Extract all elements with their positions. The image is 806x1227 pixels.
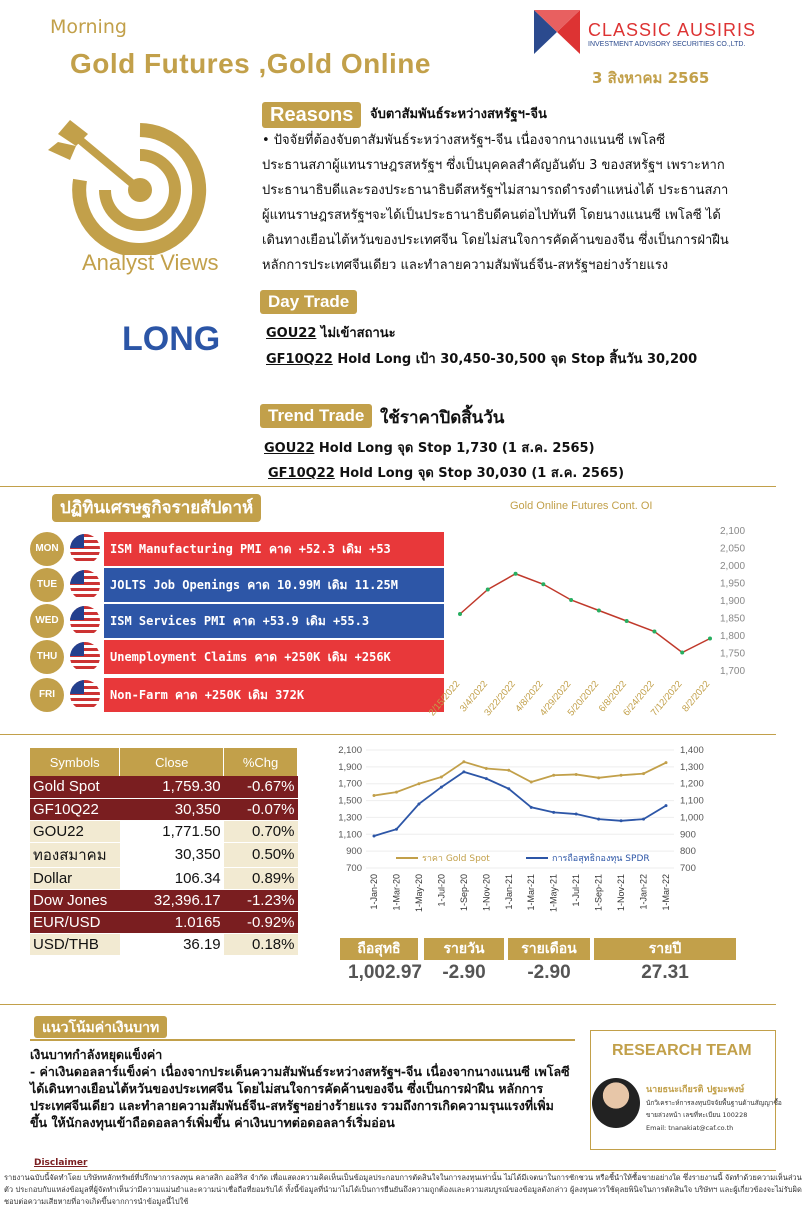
oi-y-tick-label: 2,050 [720, 543, 746, 555]
gold-spdr-point [575, 773, 578, 776]
oi-data-point [569, 598, 573, 602]
calendar-row-wed [30, 604, 416, 638]
oi-data-point [680, 651, 684, 655]
disclaimer-text: รายงานฉบับนี้จัดทำโดย บริษัทหลักทรัพย์ที่ปรึกษาการลงทุน คลาสสิก ออสิริส จำกัด เพื่อแสดงความคิดเห็นเป็นข้อมูลประกอบการตัดสินใจในการลงทุนเท่านั้น ไม่ได้มีเจตนาในการชักชวน หรือชี้นำให้ซื้อขายอย่างใด ซึ่งรายงานนี้ จัดทำด้วยความเห็นส่วนตัว ประกอบกับแหล่งข้อมูลที่ผู้จัดทำเห็นว่ามีความแม่นยำและความน่าเชื่อถือที่ยอมรับได้ ทั้งนี้ข้อมูลที่นำมาไม่ได้เป็นการยืนยันถึงความถูกต้องและความสมบูรณ์ของข้อมูลดังกล่าว ผู้ลงทุนควรใช้ดุลยพินิจในการตัดสินใจ บริษัทฯ และผู้เกี่ยวข้องจะไม่รับผิดชอบต่อความเสียหายที่อาจเกิดขึ้นจากการนำข้อมูลนี้ไปใช้ [4, 1173, 802, 1206]
gold-spdr-point [440, 786, 443, 789]
analyst-view-value: LONG [122, 320, 221, 358]
trend-trade-headline: ใช้ราคาปิดสิ้นวัน [380, 408, 505, 428]
table-row [30, 933, 298, 955]
table-row [30, 889, 298, 911]
gold-spdr-point [620, 819, 623, 822]
calendar-row-mon [30, 532, 416, 566]
table-row [30, 867, 298, 889]
gold-spdr-y-right-tick: 1,200 [680, 778, 704, 790]
price-close: 30,350 [120, 842, 224, 867]
gold-spdr-x-tick: 1-May-20 [413, 874, 424, 913]
gold-spdr-y-left-tick: 900 [346, 846, 362, 858]
us-flag-icon [70, 606, 100, 636]
calendar-event-mon: ISM Manufacturing PMI คาด +52.3 เดิม +53 [104, 532, 444, 566]
day-trade-item-2 [266, 348, 697, 369]
gold-spdr-x-tick: 1-Mar-21 [526, 874, 537, 911]
price-chg: 0.18% [224, 933, 298, 955]
price-close: 30,350 [120, 798, 224, 820]
reasons-line-3: ประธานาธิบดีและรองประธานาธิบดีสหรัฐฯไม่สามารถดำรงตำแหน่งได้ ประธานสภา [262, 183, 729, 198]
price-symbol: Dollar [30, 867, 120, 889]
oi-x-tick-label: 3/22/2022 [482, 678, 518, 719]
spdr-value-daily: -2.90 [442, 962, 486, 983]
company-logo-mark [534, 10, 580, 54]
gold-spdr-y-left-tick: 1,500 [338, 795, 362, 807]
gold-spdr-x-tick: 1-May-21 [548, 874, 559, 913]
gold-spdr-point [642, 772, 645, 775]
price-close: 36.19 [120, 933, 224, 955]
analyst-email: Email: tnanakiat@caf.co.th [646, 1124, 734, 1132]
price-chg: 0.89% [224, 867, 298, 889]
analyst-avatar [592, 1078, 640, 1128]
gold-spdr-x-tick: 1-Nov-20 [481, 874, 492, 912]
divider-bottom [0, 1004, 776, 1005]
oi-x-tick-label: 4/8/2022 [513, 678, 546, 715]
gold-spdr-y-left-tick: 1,300 [338, 812, 362, 824]
reasons-line-6: หลักการประเทศจีนเดียว และทำลายความสัมพันธ์จีน-สหรัฐฯอย่างร้ายแรง [262, 258, 669, 273]
trend-trade-symbol-1: GOU22 [264, 441, 315, 456]
gold-spdr-point [530, 806, 533, 809]
gold-spdr-x-tick: 1-Mar-20 [391, 874, 402, 911]
analyst-views-label: Analyst Views [82, 250, 219, 275]
gold-spdr-point [395, 791, 398, 794]
gold-spdr-y-right-tick: 1,400 [680, 745, 704, 756]
price-close: 1,759.30 [120, 776, 224, 798]
analyst-name: นายธนะเกียรติ ปฐมะพงษ์ [646, 1085, 745, 1095]
oi-chart [420, 515, 760, 730]
price-table-header [30, 748, 298, 776]
spdr-header-net: ถือสุทธิ [340, 938, 418, 960]
gold-spdr-point [485, 777, 488, 780]
table-row [30, 842, 298, 867]
oi-y-tick-label: 1,700 [720, 666, 746, 677]
price-symbol: GF10Q22 [30, 798, 120, 820]
table-row [30, 776, 298, 798]
calendar-event-tue: JOLTS Job Openings คาด 10.99M เดิม 11.25M [104, 568, 444, 602]
gold-spdr-point [417, 782, 420, 785]
price-chg: -0.67% [224, 776, 298, 798]
gold-spdr-y-left-tick: 700 [346, 863, 362, 874]
disclaimer-rule [30, 1170, 776, 1171]
trend-trade-text-1: Hold Long จุด Stop 1,730 (1 ส.ค. 2565) [314, 441, 595, 456]
price-chg: -0.07% [224, 798, 298, 820]
us-flag-icon [70, 534, 100, 564]
company-logo-name: CLASSIC AUSIRIS [588, 20, 757, 40]
analyst-role-2: ขายล่วงหน้า เลขที่ทะเบียน 100228 [646, 1111, 748, 1119]
oi-y-tick-label: 1,800 [720, 631, 746, 642]
calendar-day-mon: MON [30, 532, 64, 566]
price-table [30, 748, 298, 956]
gold-spdr-point [373, 834, 376, 837]
day-trade-text-1: ไม่เข้าสถานะ [316, 326, 396, 341]
oi-data-point [708, 637, 712, 641]
gold-spdr-point [462, 760, 465, 763]
reasons-line-1: • ปัจจัยที่ต้องจับตาสัมพันธ์ระหว่างสหรัฐฯ-จีน เนื่องจากนางแนนซี เพโลซี [262, 133, 666, 148]
gold-spdr-point [642, 818, 645, 821]
divider-mid [0, 734, 776, 735]
gold-spdr-point [507, 769, 510, 772]
price-symbol: USD/THB [30, 933, 120, 955]
trend-trade-symbol-2: GF10Q22 [268, 466, 335, 481]
oi-y-tick-label: 1,950 [720, 578, 746, 590]
price-symbol: Dow Jones [30, 889, 120, 911]
gold-spdr-point [417, 802, 420, 805]
table-row [30, 911, 298, 933]
day-trade-text-2: Hold Long เป้า 30,450-30,500 จุด Stop สิ้นวัน 30,200 [332, 352, 698, 367]
calendar-event-fri: Non-Farm คาด +250K เดิม 372K [104, 678, 444, 712]
gold-spdr-point [620, 774, 623, 777]
day-trade-tag: Day Trade [260, 290, 357, 314]
gold-spdr-y-right-tick: 1,100 [680, 795, 704, 807]
price-symbol: Gold Spot [30, 776, 120, 798]
oi-data-point [597, 609, 601, 613]
gold-spdr-y-left-tick: 1,900 [338, 761, 362, 773]
analyst-role: นักวิเคราะห์การลงทุนปัจจัยพื้นฐานด้านสัญญาซื้อ [646, 1099, 782, 1107]
gold-spdr-x-tick: 1-Sep-20 [458, 874, 469, 912]
price-chg: 0.50% [224, 842, 298, 867]
gold-spdr-x-tick: 1-Mar-22 [661, 874, 671, 911]
oi-x-tick-label: 4/29/2022 [537, 678, 574, 719]
gold-spdr-y-left-tick: 1,100 [338, 829, 362, 841]
oi-y-tick-label: 2,000 [720, 561, 746, 572]
spdr-value-monthly: -2.90 [527, 962, 571, 983]
header-symbols: Symbols [30, 748, 120, 776]
oi-data-point [458, 612, 462, 616]
spdr-header-monthly: รายเดือน [508, 938, 590, 960]
reasons-headline: จับตาสัมพันธ์ระหว่างสหรัฐฯ-จีน [370, 107, 547, 122]
divider-top [0, 486, 776, 487]
gold-spdr-y-right-tick: 800 [680, 846, 696, 858]
calendar-event-wed: ISM Services PMI คาด +53.9 เดิม +55.3 [104, 604, 444, 638]
price-close: 106.34 [120, 867, 224, 889]
oi-x-tick-label: 6/8/2022 [596, 678, 629, 715]
us-flag-icon [70, 642, 100, 672]
spdr-value-net: 1,002.97 [348, 962, 422, 983]
thb-divider [30, 1039, 575, 1041]
gold-spdr-y-left-tick: 1,700 [338, 778, 362, 790]
gold-spdr-y-right-tick: 900 [680, 829, 696, 841]
oi-y-tick-label: 1,750 [720, 648, 746, 660]
price-symbol: EUR/USD [30, 911, 120, 933]
company-logo-sub: INVESTMENT ADVISORY SECURITIES CO.,LTD. [588, 41, 746, 48]
reasons-tag: Reasons [262, 102, 361, 128]
oi-x-tick-label: 3/4/2022 [457, 678, 491, 715]
day-trade-symbol-1: GOU22 [266, 326, 317, 341]
oi-y-tick-label: 1,850 [720, 613, 746, 625]
calendar-day-tue: TUE [30, 568, 64, 602]
table-row [30, 820, 298, 842]
target-arrow-icon [40, 120, 240, 255]
oi-x-tick-label: 7/12/2022 [648, 678, 685, 719]
header-close: Close [120, 748, 224, 776]
spdr-value-yearly: 27.31 [641, 962, 689, 983]
price-close: 32,396.17 [120, 889, 224, 911]
oi-data-point [541, 582, 545, 586]
oi-y-tick-label: 1,900 [720, 596, 746, 607]
gold-spdr-y-right-tick: 700 [680, 863, 696, 874]
thb-tag: แนวโน้มค่าเงินบาท [34, 1016, 167, 1038]
thb-headline: เงินบาทกำลังหยุดแข็งค่า [30, 1047, 163, 1062]
gold-spdr-point [485, 767, 488, 770]
research-team-title: RESEARCH TEAM [612, 1042, 752, 1059]
oi-y-tick-label: 2,100 [720, 526, 746, 537]
gold-spdr-x-tick: 1-Jan-21 [503, 874, 514, 910]
gold-spdr-point [665, 761, 668, 764]
oi-x-tick-label: 5/20/2022 [565, 678, 602, 719]
price-chg: -0.92% [224, 911, 298, 933]
price-symbol: GOU22 [30, 820, 120, 842]
gold-spdr-point [462, 770, 465, 773]
gold-spdr-legend-label: การถือสุทธิกองทุน SPDR [552, 854, 650, 864]
gold-spdr-legend-label: ราคา Gold Spot [422, 854, 490, 864]
reasons-line-2: ประธานสภาผู้แทนราษฎรสหรัฐฯ ซึ่งเป็นบุคคลสำคัญอันดับ 3 ของสหรัฐฯ เพราะหาก [262, 158, 725, 173]
us-flag-icon [70, 680, 100, 710]
header-chg: %Chg [224, 748, 298, 776]
gold-spdr-y-left-tick: 2,100 [338, 745, 362, 756]
trend-trade-text-2: Hold Long จุด Stop 30,030 (1 ส.ค. 2565) [334, 466, 625, 481]
gold-spdr-point [552, 811, 555, 814]
spdr-header-yearly: รายปี [594, 938, 736, 960]
gold-spdr-point [552, 774, 555, 777]
gold-spdr-x-tick: 1-Sep-21 [593, 874, 604, 912]
price-close: 1,771.50 [120, 820, 224, 842]
calendar-row-tue [30, 568, 416, 602]
trend-trade-item-2 [268, 462, 624, 483]
price-chg: 0.70% [224, 820, 298, 842]
table-row [30, 798, 298, 820]
gold-spdr-x-tick: 1-Jul-21 [571, 874, 582, 907]
oi-series-line [460, 574, 710, 653]
gold-spdr-chart [326, 740, 726, 930]
spdr-header-daily: รายวัน [424, 938, 504, 960]
gold-spdr-point [507, 787, 510, 790]
us-flag-icon [70, 570, 100, 600]
oi-chart-title: Gold Online Futures Cont. OI [510, 500, 653, 512]
oi-x-tick-label: 6/24/2022 [621, 678, 657, 719]
report-date: 3 สิงหาคม 2565 [592, 69, 710, 87]
oi-x-tick-label: 8/2/2022 [680, 678, 713, 715]
gold-spdr-y-right-tick: 1,000 [680, 812, 704, 824]
calendar-row-thu [30, 640, 416, 674]
gold-spdr-point [530, 781, 533, 784]
oi-data-point [514, 572, 518, 576]
oi-data-point [625, 619, 629, 623]
gold-spdr-point [395, 828, 398, 831]
day-trade-symbol-2: GF10Q22 [266, 352, 333, 367]
day-trade-item-1 [266, 322, 396, 343]
disclaimer-title: Disclaimer [34, 1158, 88, 1168]
page-title: Gold Futures ,Gold Online [70, 48, 431, 79]
price-chg: -1.23% [224, 889, 298, 911]
oi-data-point [486, 588, 490, 592]
thb-text [30, 1046, 570, 1131]
gold-spdr-y-right-tick: 1,300 [680, 761, 704, 773]
thb-body: - ค่าเงินดอลลาร์แข็งค่า เนื่องจากประเด็นความสัมพันธ์ระหว่างสหรัฐฯ-จีน เนื่องจากนางแนนซี เพโลซี ได้เดินทางเยือนไต้หวันของประเทศจีน โดยไม่สนใจการคัดค้านของจีน ซึ่งเป็นการฝ่าฝืน หลักการประเทศจีนเดียว และทำลายความสัมพันธ์จีน-สหรัฐฯอย่างร้ายแรง รวมถึงการเกิดความรุนแรงที่เพิ่มขึ้น ให้นักลงทุนเข้าถือดอลลาร์เพิ่มขึ้น ค่าเงินบาทต่อดอลลาร์เริ่มอ่อน [30, 1064, 570, 1130]
calendar-day-fri: FRI [30, 678, 64, 712]
price-close: 1.0165 [120, 911, 224, 933]
calendar-row-fri [30, 678, 416, 712]
gold-spdr-point [597, 818, 600, 821]
price-symbol: ทองสมาคม [30, 842, 120, 867]
trend-trade-item-1 [264, 437, 595, 458]
oi-data-point [652, 630, 656, 634]
gold-spdr-x-tick: 1-Nov-21 [616, 874, 627, 912]
gold-spdr-point [575, 813, 578, 816]
calendar-day-thu: THU [30, 640, 64, 674]
trend-trade-tag: Trend Trade [260, 404, 372, 428]
reasons-line-4: ผู้แทนราษฎรสหรัฐฯจะได้เป็นประธานาธิบดีคนต่อไปทันที โดยนางแนนซี เพโลซี ได้ [262, 208, 721, 223]
gold-spdr-x-tick: 1-Jan-20 [369, 874, 379, 910]
calendar-title: ปฏิทินเศรษฐกิจรายสัปดาห์ [52, 494, 261, 522]
gold-spdr-point [665, 804, 668, 807]
gold-spdr-point [373, 794, 376, 797]
morning-label: Morning [50, 16, 127, 38]
gold-spdr-x-tick: 1-Jan-22 [638, 874, 649, 910]
oi-x-tick-label: 2/15/2022 [426, 678, 463, 719]
calendar-day-wed: WED [30, 604, 64, 638]
gold-spdr-point [440, 775, 443, 778]
reasons-line-5: เดินทางเยือนไต้หวันของประเทศจีน โดยไม่สนใจการคัดค้านของจีน ซึ่งเป็นการฝ่าฝืน [262, 233, 729, 248]
calendar-event-thu: Unemployment Claims คาด +250K เดิม +256K [104, 640, 444, 674]
gold-spdr-point [597, 776, 600, 779]
gold-spdr-x-tick: 1-Jul-20 [436, 874, 447, 907]
